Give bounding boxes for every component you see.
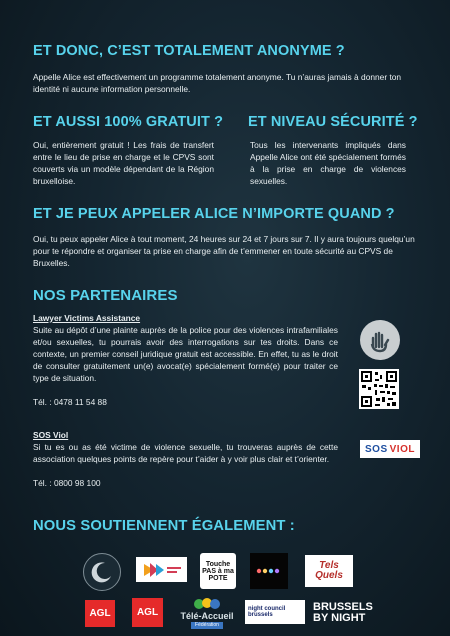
agl-logo-1: AGL (85, 600, 115, 627)
partner-lawyer-text: Suite au dépôt d’une plainte auprès de la police pour des violences intrafamiliales et/ou sexuelles, tu pourrais avoir des interrogations sur tes droits. Dans ce contexte, un premier conseil juridique gratuit est accessible. En effet, tu as le droit de consulter gratuitement un(e) avocat(e) spécialement formé(e) pour traiter ce type de situation. (33, 325, 338, 383)
night-council-logo: night council brussels (245, 600, 305, 624)
dark-logo (250, 553, 288, 589)
moon-logo (83, 553, 121, 591)
sos-viol-logo-a: SOS (365, 443, 388, 455)
heading-gratuit: ET AUSSI 100% GRATUIT ? (33, 114, 224, 130)
sos-viol-logo (360, 440, 420, 458)
tels-quels-logo: Tels Quels (305, 555, 353, 587)
partner-lawyer-tel: Tél. : 0478 11 54 88 (33, 397, 107, 407)
partner-sosviol (33, 429, 338, 489)
text-quand: Oui, tu peux appeler Alice à tout moment, 24 heures sur 24 et 7 jours sur 7. Il y aura toujours quelqu’un pour te répondre et organiser ta prise en charge afin de t’emmener en toute sécurité au CPVS de Bruxelles. (33, 234, 415, 268)
text-anonyme: Appelle Alice est effectivement un programme totalement anonyme. Tu n’auras jamais à donner ton identité ni aucune information personnelle. (33, 72, 402, 94)
text-gratuit: Oui, entièrement gratuit ! Les frais de transfert entre le lieu de prise en charge et le CPVS sont couverts via un modèle dépendant de la Région bruxelloise. (33, 140, 214, 186)
heading-soutiens: NOUS SOUTIENNENT ÉGALEMENT : (33, 518, 295, 534)
heading-securite: ET NIVEAU SÉCURITÉ ? (248, 114, 418, 130)
partner-sosviol-tel: Tél. : 0800 98 100 (33, 478, 101, 488)
heading-quand: ET JE PEUX APPELER ALICE N’IMPORTE QUAND ? (33, 206, 395, 222)
tele-accueil-name: Télé-Accueil (180, 611, 234, 621)
partner-lawyer (33, 312, 338, 408)
partner-sosviol-text: Si tu es ou as été victime de violence sexuelle, tu trouveras auprès de cette association quelques points de repère pour t’aider à y voir plus clair et t’orienter. (33, 442, 338, 464)
partner-lawyer-name: Lawyer Victims Assistance (33, 313, 141, 323)
sos-viol-logo-b: VIOL (389, 443, 415, 455)
text-securite: Tous les intervenants impliqués dans Appelle Alice ont été spécialement formés à la prise en charge de violences sexuelles. (250, 140, 406, 186)
tele-accueil-sub: Fédération (191, 622, 223, 629)
touche-pas-logo: Touche PAS à ma POTE (200, 553, 236, 589)
brussels-by-night-logo (313, 598, 377, 628)
heading-anonyme: ET DONC, C’EST TOTALEMENT ANONYME ? (33, 43, 345, 59)
bbn-line-2: BY NIGHT (313, 612, 366, 624)
partner-sosviol-name: SOS Viol (33, 430, 69, 440)
qr-code (359, 369, 399, 409)
agl-logo-2: AGL (132, 598, 163, 627)
tele-accueil-logo (176, 594, 238, 632)
heading-partenaires: NOS PARTENAIRES (33, 287, 178, 304)
bbn-line-1: BRUSSELS (313, 601, 373, 613)
mouse-logo (136, 557, 187, 582)
hand-icon (360, 320, 400, 360)
